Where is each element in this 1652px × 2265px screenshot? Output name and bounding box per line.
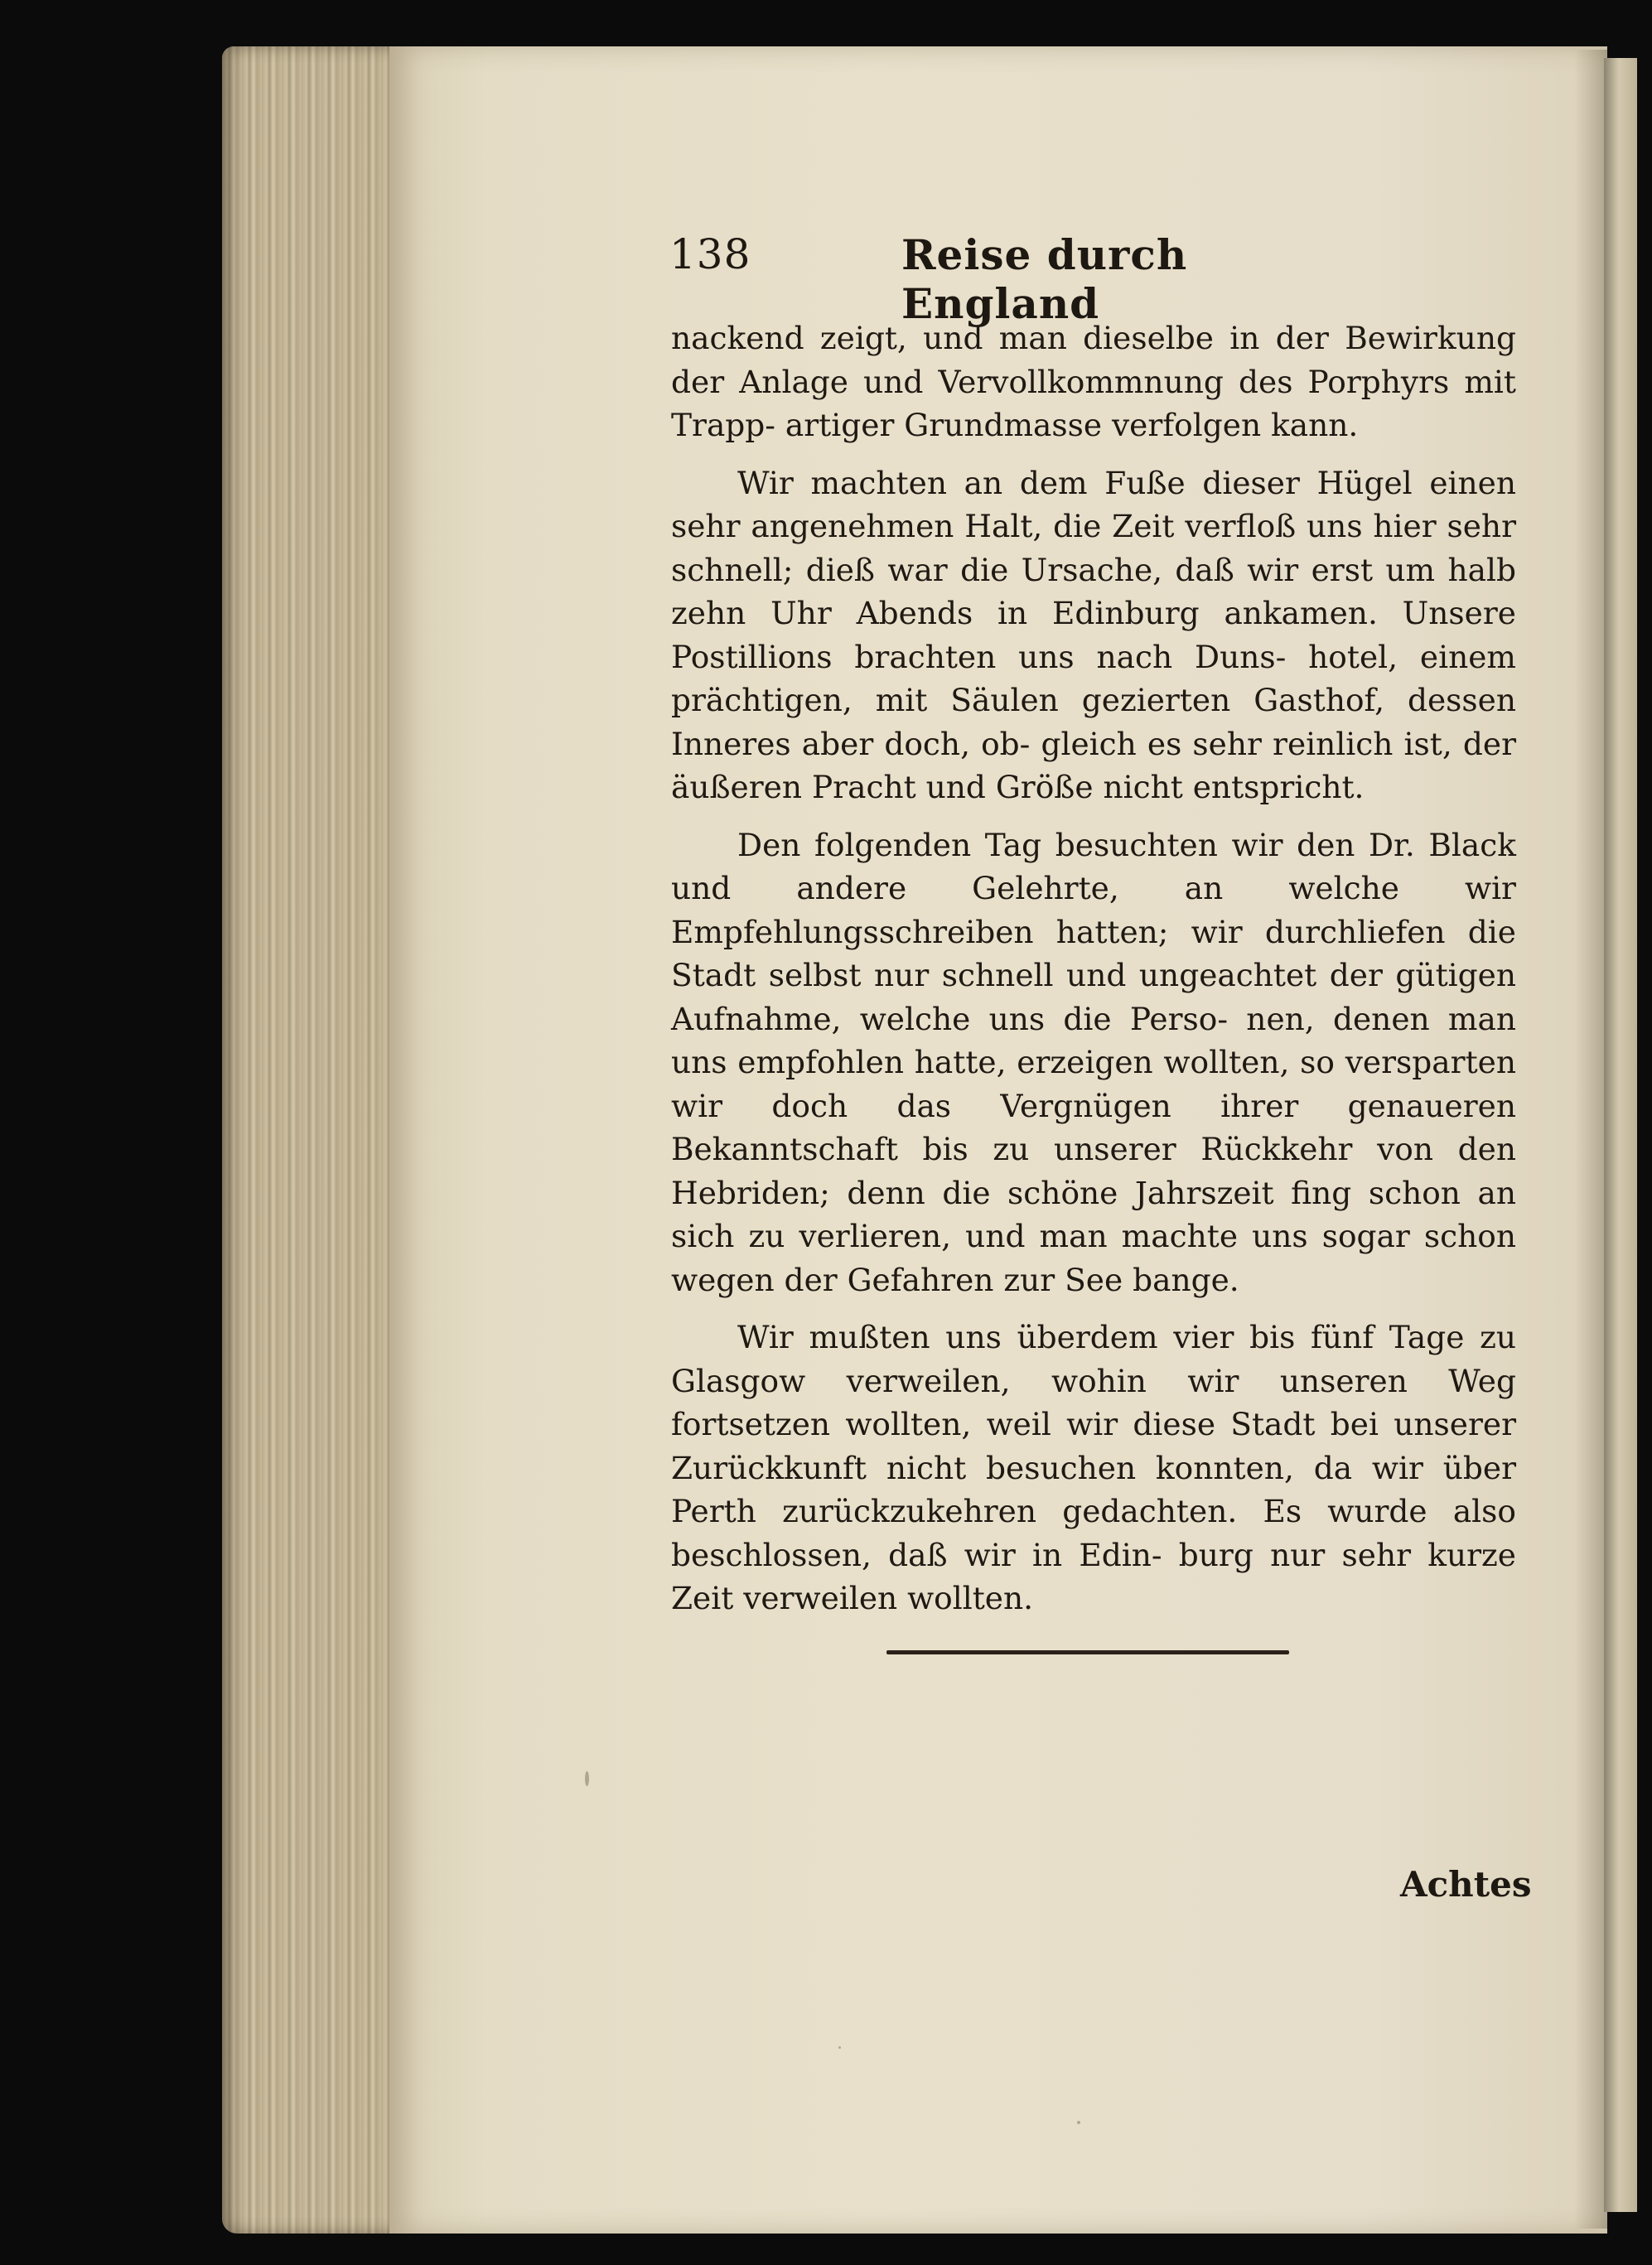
section-divider-rule	[886, 1650, 1289, 1654]
gutter-shadow	[1574, 50, 1607, 2229]
paper-speck	[1077, 2121, 1080, 2124]
page-edges	[222, 46, 396, 2234]
paragraph-1: nackend zeigt, und man dieselbe in der Bewirkung der Anlage und Vervollkommnung des Porphyrs mit Trapp- artiger Grundmasse verfolgen kann.	[671, 320, 1516, 443]
paragraph-4: Wir mußten uns überdem vier bis fünf Tage zu Glasgow verweilen, wohin wir unseren Weg fortsetzen wollten, weil wir diese Stadt bei unserer Zurückkunft nicht besuchen konnten, da wir über Perth zurückzukehren gedachten. Es wurde also beschlossen, daß wir in Edin- burg nur sehr kurze Zeit verweilen wollten.	[671, 1319, 1516, 1616]
catchword: Achtes	[1400, 1864, 1532, 1905]
page-number: 138	[669, 230, 751, 278]
paper-speck	[585, 1771, 589, 1786]
paper-speck	[838, 2046, 841, 2049]
facing-page-edge	[1604, 58, 1637, 2212]
paragraph-2: Wir machten an dem Fuße dieser Hügel einen sehr angenehmen Halt, die Zeit verfloß uns hier sehr schnell; dieß war die Ursache, daß wir erst um halb zehn Uhr Abends in Edinburg ankamen. Unsere Postillions brachten uns nach Duns- hotel, einem prächtigen, mit Säulen gezierten Gasthof, dessen Inneres aber doch, ob- gleich es sehr reinlich ist, der äußeren Pracht und Größe nicht entspricht.	[671, 464, 1516, 805]
paragraph-3: Den folgenden Tag besuchten wir den Dr. Black und andere Gelehrte, an welche wir Empfehlungsschreiben hatten; wir durchliefen die Stadt selbst nur schnell und ungeachtet der gütigen Aufnahme, welche uns die Perso- nen, denen man uns empfohlen hatte, erzeigen wollten, so versparten wir doch das Vergnügen ihrer genaueren Bekanntschaft bis zu unserer Rückkehr von den Hebriden; denn die schöne Jahrszeit fing schon an sich zu verlieren, und man machte uns sogar schon wegen der Gefahren zur See bange.	[671, 826, 1516, 1298]
running-title: Reise durch England	[901, 230, 1188, 328]
body-text	[671, 316, 1516, 1620]
